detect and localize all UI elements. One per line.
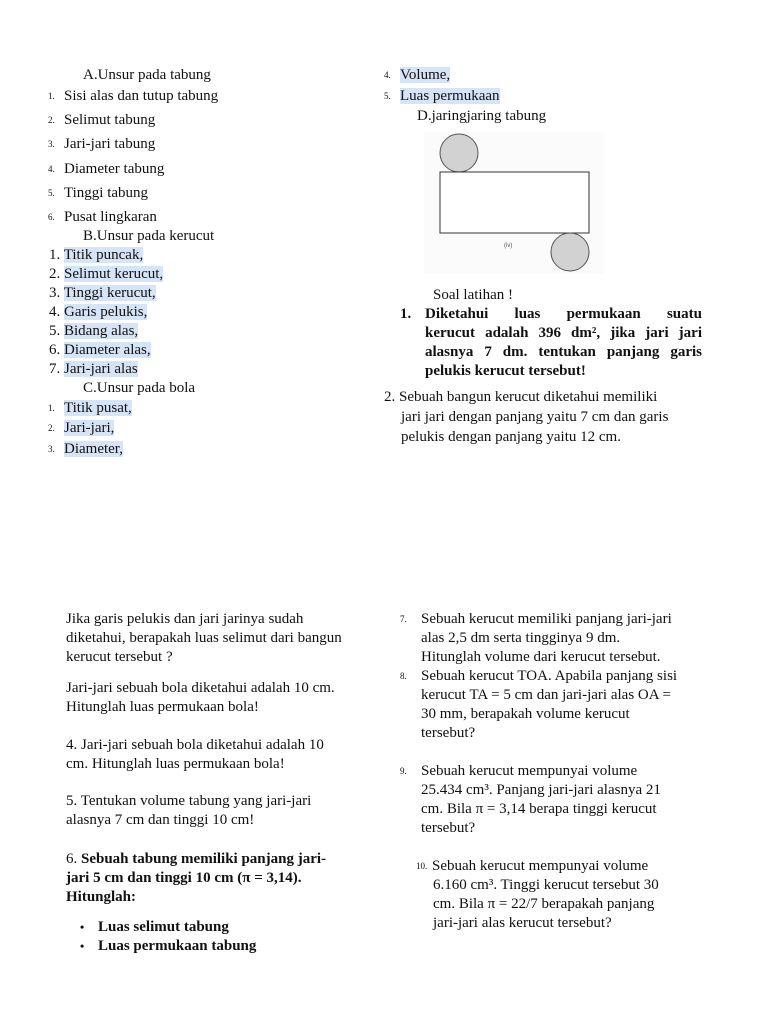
question-7-line: Hitunglah volume dari kerucut tersebut. bbox=[421, 649, 661, 665]
question-6-line: Hitunglah: bbox=[66, 889, 137, 905]
list-item: 1. Titik pusat, bbox=[48, 400, 132, 416]
list-item: 4. Diameter tabung bbox=[48, 161, 165, 177]
bottom-circle bbox=[551, 233, 589, 271]
list-item: 3. Tinggi kerucut, bbox=[49, 285, 156, 301]
bullet-list bbox=[64, 918, 256, 956]
question-9-line: cm. Bila π = 3,14 berapa tinggi kerucut bbox=[421, 801, 657, 817]
question-6-line: 6. Sebuah tabung memiliki panjang jari- bbox=[66, 851, 327, 867]
heading-unsur-tabung: A.Unsur pada tabung bbox=[83, 67, 211, 83]
list-item: 2. Selimut tabung bbox=[48, 112, 156, 128]
paragraph-line: alasnya 7 cm dan tinggi 10 cm! bbox=[66, 812, 255, 828]
paragraph-line: cm. Hitunglah luas permukaan bola! bbox=[66, 756, 285, 772]
cylinder-net-figure bbox=[424, 132, 604, 274]
list-item: 3. Jari-jari tabung bbox=[48, 136, 156, 152]
list-item: 6. Pusat lingkaran bbox=[48, 209, 157, 225]
paragraph-line: Jari-jari sebuah bola diketahui adalah 10 cm. bbox=[66, 680, 335, 696]
paragraph-line: kerucut tersebut ? bbox=[66, 649, 173, 665]
bullet-item: • Luas selimut tabung bbox=[80, 919, 229, 935]
question-10-line: 6.160 cm³. Tinggi kerucut tersebut 30 bbox=[433, 877, 659, 893]
question-1-number: 1. bbox=[400, 306, 412, 322]
question-8: 8. Sebuah kerucut TOA. Apabila panjang sisi bbox=[400, 668, 678, 684]
paragraph-line: 4. Jari-jari sebuah bola diketahui adalah 10 bbox=[66, 737, 324, 753]
net-rectangle bbox=[440, 172, 589, 233]
paragraph-line: Jika garis pelukis dan jari jarinya sudah bbox=[66, 611, 304, 627]
list-item: 5. Tinggi tabung bbox=[48, 185, 149, 201]
question-10-line: jari-jari alas kerucut tersebut? bbox=[433, 915, 612, 931]
question-2-line: pelukis dengan panjang yaitu 12 cm. bbox=[401, 429, 621, 445]
paragraph-line: diketahui, berapakah luas selimut dari bangun bbox=[66, 630, 342, 646]
paragraph-line: 5. Tentukan volume tabung yang jari-jari bbox=[66, 793, 312, 809]
question-10: 10. Sebuah kerucut mempunyai volume bbox=[416, 858, 649, 874]
question-2-line: jari jari dengan panjang yaitu 7 cm dan garis bbox=[401, 409, 669, 425]
question-2-line: 2. Sebuah bangun kerucut diketahui memiliki bbox=[384, 389, 658, 405]
list-item: 1. Sisi alas dan tutup tabung bbox=[48, 88, 219, 104]
question-7-line: alas 2,5 dm serta tingginya 9 dm. bbox=[421, 630, 621, 646]
top-circle bbox=[440, 134, 478, 172]
heading-jaring-tabung: D.jaringjaring tabung bbox=[417, 108, 547, 124]
list-item: 2. Selimut kerucut, bbox=[49, 266, 164, 282]
question-8-line: tersebut? bbox=[421, 725, 476, 741]
question-8-line: kerucut TA = 5 cm dan jari-jari alas OA = bbox=[421, 687, 671, 703]
question-9-line: tersebut? bbox=[421, 820, 476, 836]
bullet-icon: • bbox=[80, 939, 85, 953]
list-item: 2. Jari-jari, bbox=[48, 420, 115, 436]
question-9-line: 25.434 cm³. Panjang jari-jari alasnya 21 bbox=[421, 782, 661, 798]
soal-latihan-title: Soal latihan ! bbox=[433, 287, 513, 303]
figure-label: (iv) bbox=[504, 243, 513, 249]
heading-unsur-kerucut: B.Unsur pada kerucut bbox=[83, 228, 215, 244]
paragraph-line: Hitunglah luas permukaan bola! bbox=[66, 699, 259, 715]
question-10-line: cm. Bila π = 22/7 berapakah panjang bbox=[433, 896, 655, 912]
list-item: 4. Volume, bbox=[384, 67, 451, 83]
question-8-line: 30 mm, berapakah volume kerucut bbox=[421, 706, 630, 722]
bullet-item: • Luas permukaan tabung bbox=[80, 938, 257, 954]
list-item: 6. Diameter alas, bbox=[49, 342, 151, 358]
list-item: 5. Luas permukaan bbox=[384, 88, 500, 104]
list-item: 3. Diameter, bbox=[48, 441, 123, 457]
question-1: Diketahui luas permukaan suatu kerucut adalah 396 dm², jika jari jari alasnya 7 dm. tentukan panjang garis pelukis kerucut tersebut! bbox=[425, 306, 702, 379]
heading-unsur-bola: C.Unsur pada bola bbox=[83, 380, 196, 396]
bullet-icon: • bbox=[80, 920, 85, 934]
question-6-line: jari 5 cm dan tinggi 10 cm (π = 3,14). bbox=[66, 870, 302, 886]
list-item: 1. Titik puncak, bbox=[49, 247, 144, 263]
question-9: 9. Sebuah kerucut mempunyai volume bbox=[400, 763, 638, 779]
list-item: 4. Garis pelukis, bbox=[49, 304, 148, 320]
list-item: 7. Jari-jari alas bbox=[49, 361, 138, 377]
question-7: 7. Sebuah kerucut memiliki panjang jari-jari bbox=[400, 611, 672, 627]
list-item: 5. Bidang alas, bbox=[49, 323, 139, 339]
